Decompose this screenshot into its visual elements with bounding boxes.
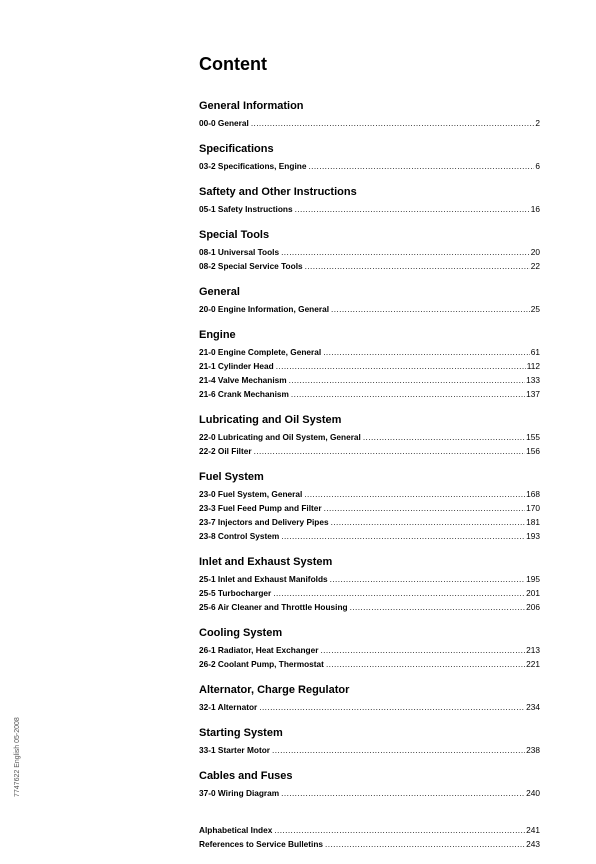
toc-entry-label: References to Service Bulletins bbox=[199, 839, 324, 849]
toc-entry[interactable] bbox=[199, 529, 540, 543]
toc-entry[interactable] bbox=[199, 259, 540, 273]
dot-leader bbox=[281, 786, 525, 800]
toc-entry[interactable] bbox=[199, 202, 540, 216]
toc-entry-page: 133 bbox=[526, 375, 540, 385]
toc-entry-label: 26-1 Radiator, Heat Exchanger bbox=[199, 645, 319, 655]
toc-entry[interactable] bbox=[199, 700, 540, 714]
section-title: Fuel System bbox=[199, 471, 264, 483]
toc-entry-page: 181 bbox=[526, 517, 540, 527]
toc-entry[interactable] bbox=[199, 657, 540, 671]
dot-leader bbox=[324, 501, 526, 515]
section-title: Saftety and Other Instructions bbox=[199, 186, 357, 198]
section-title: Special Tools bbox=[199, 229, 270, 241]
toc-entry-label: 21-4 Valve Mechanism bbox=[199, 375, 287, 385]
toc-entry-page: 221 bbox=[526, 659, 540, 669]
dot-leader bbox=[295, 202, 530, 216]
dot-leader bbox=[274, 823, 525, 837]
section-title: General bbox=[199, 286, 240, 298]
toc-entry-label: 23-8 Control System bbox=[199, 531, 280, 541]
toc-entry-label: 23-3 Fuel Feed Pump and Filter bbox=[199, 503, 322, 513]
toc-entry-label: 20-0 Engine Information, General bbox=[199, 304, 330, 314]
toc-entry-page: 6 bbox=[535, 161, 540, 171]
toc-entry-label: 21-0 Engine Complete, General bbox=[199, 347, 322, 357]
toc-entry-page: 16 bbox=[530, 204, 540, 214]
dot-leader bbox=[259, 700, 525, 714]
dot-leader bbox=[330, 572, 526, 586]
dot-leader bbox=[276, 359, 526, 373]
dot-leader bbox=[291, 387, 525, 401]
toc-entry[interactable] bbox=[199, 743, 540, 757]
toc-entry-page: 241 bbox=[526, 825, 540, 835]
toc-entry[interactable] bbox=[199, 345, 540, 359]
toc-entry[interactable] bbox=[199, 515, 540, 529]
toc-entry[interactable] bbox=[199, 444, 540, 458]
dot-leader bbox=[289, 373, 526, 387]
toc-section bbox=[199, 684, 540, 714]
toc-entry-label: 26-2 Coolant Pump, Thermostat bbox=[199, 659, 324, 669]
dot-leader bbox=[273, 586, 525, 600]
toc-entry-label: 21-1 Cylinder Head bbox=[199, 361, 274, 371]
dot-leader bbox=[272, 743, 525, 757]
dot-leader bbox=[281, 529, 525, 543]
dot-leader bbox=[363, 430, 525, 444]
toc-entry-label: 25-5 Turbocharger bbox=[199, 588, 272, 598]
toc-entry-label: 37-0 Wiring Diagram bbox=[199, 788, 280, 798]
toc-entry[interactable] bbox=[199, 159, 540, 173]
toc-entry[interactable] bbox=[199, 600, 540, 614]
dot-leader bbox=[304, 487, 525, 501]
toc-section bbox=[199, 286, 540, 316]
toc-entry-page: 25 bbox=[530, 304, 540, 314]
toc-entry[interactable] bbox=[199, 116, 540, 130]
toc-section bbox=[199, 229, 540, 273]
toc-entry-label: 08-1 Universal Tools bbox=[199, 247, 280, 257]
toc-entry-label: 03-2 Specifications, Engine bbox=[199, 161, 307, 171]
dot-leader bbox=[326, 657, 525, 671]
toc-section bbox=[199, 556, 540, 614]
table-of-contents bbox=[199, 100, 540, 864]
toc-entry[interactable] bbox=[199, 487, 540, 501]
document-code: 7747622 English 05-2008 bbox=[14, 717, 21, 797]
toc-entry-page: 22 bbox=[530, 261, 540, 271]
dot-leader bbox=[331, 515, 526, 529]
dot-leader bbox=[350, 600, 526, 614]
section-title: Engine bbox=[199, 329, 236, 341]
toc-entry-label: 23-0 Fuel System, General bbox=[199, 489, 303, 499]
dot-leader bbox=[305, 259, 530, 273]
dot-leader bbox=[251, 116, 535, 130]
dot-leader bbox=[325, 837, 525, 851]
toc-entry-page: 238 bbox=[526, 745, 540, 755]
dot-leader bbox=[308, 159, 534, 173]
toc-entry-page: 168 bbox=[526, 489, 540, 499]
toc-entry-page: 156 bbox=[526, 446, 540, 456]
toc-appendix bbox=[199, 823, 540, 851]
toc-entry-page: 195 bbox=[526, 574, 540, 584]
toc-entry-label: 23-7 Injectors and Delivery Pipes bbox=[199, 517, 329, 527]
dot-leader bbox=[281, 245, 530, 259]
toc-entry-label: 22-2 Oil Filter bbox=[199, 446, 252, 456]
toc-entry-page: 170 bbox=[526, 503, 540, 513]
toc-entry[interactable] bbox=[199, 501, 540, 515]
dot-leader bbox=[320, 643, 525, 657]
section-title: Cooling System bbox=[199, 627, 283, 639]
toc-entry[interactable] bbox=[199, 373, 540, 387]
toc-entry[interactable] bbox=[199, 643, 540, 657]
toc-entry-page: 240 bbox=[526, 788, 540, 798]
toc-entry-page: 243 bbox=[526, 839, 540, 849]
dot-leader bbox=[323, 345, 530, 359]
toc-entry-label: 25-1 Inlet and Exhaust Manifolds bbox=[199, 574, 328, 584]
toc-entry[interactable] bbox=[199, 786, 540, 800]
toc-entry-page: 155 bbox=[526, 432, 540, 442]
section-title: Alternator, Charge Regulator bbox=[199, 684, 350, 696]
dot-leader bbox=[254, 444, 526, 458]
toc-entry[interactable] bbox=[199, 387, 540, 401]
spacer bbox=[199, 813, 540, 823]
toc-entry-page: 206 bbox=[526, 602, 540, 612]
toc-entry-label: 21-6 Crank Mechanism bbox=[199, 389, 289, 399]
toc-entry-page: 213 bbox=[526, 645, 540, 655]
section-title: Cables and Fuses bbox=[199, 770, 293, 782]
toc-entry[interactable] bbox=[199, 823, 540, 837]
toc-entry-page: 112 bbox=[526, 361, 540, 371]
section-title: Inlet and Exhaust System bbox=[199, 556, 333, 568]
toc-entry[interactable] bbox=[199, 837, 540, 851]
toc-entry[interactable] bbox=[199, 430, 540, 444]
toc-section bbox=[199, 471, 540, 543]
toc-entry-page: 137 bbox=[526, 389, 540, 399]
toc-entry[interactable] bbox=[199, 359, 540, 373]
section-title: Starting System bbox=[199, 727, 283, 739]
toc-entry-label: 00-0 General bbox=[199, 118, 249, 128]
toc-entry[interactable] bbox=[199, 245, 540, 259]
dot-leader bbox=[331, 302, 530, 316]
toc-section bbox=[199, 727, 540, 757]
toc-entry-page: 193 bbox=[526, 531, 540, 541]
section-title: Lubricating and Oil System bbox=[199, 414, 342, 426]
toc-section bbox=[199, 100, 540, 130]
section-title: Specifications bbox=[199, 143, 274, 155]
toc-entry[interactable] bbox=[199, 586, 540, 600]
section-title: General Information bbox=[199, 100, 304, 112]
toc-section bbox=[199, 770, 540, 800]
page-title: Content bbox=[199, 54, 267, 74]
toc-entry-label: 32-1 Alternator bbox=[199, 702, 258, 712]
toc-entry-page: 20 bbox=[530, 247, 540, 257]
toc-entry[interactable] bbox=[199, 302, 540, 316]
toc-section bbox=[199, 186, 540, 216]
toc-entry-label: 25-6 Air Cleaner and Throttle Housing bbox=[199, 602, 348, 612]
toc-entry-label: Alphabetical Index bbox=[199, 825, 273, 835]
toc-entry-label: 08-2 Special Service Tools bbox=[199, 261, 303, 271]
toc-entry-page: 234 bbox=[526, 702, 540, 712]
toc-section bbox=[199, 414, 540, 458]
toc-section bbox=[199, 627, 540, 671]
toc-entry[interactable] bbox=[199, 572, 540, 586]
toc-section bbox=[199, 329, 540, 401]
toc-entry-page: 2 bbox=[535, 118, 540, 128]
toc-entry-label: 33-1 Starter Motor bbox=[199, 745, 271, 755]
toc-entry-page: 201 bbox=[526, 588, 540, 598]
toc-entry-label: 22-0 Lubricating and Oil System, General bbox=[199, 432, 361, 442]
toc-section bbox=[199, 143, 540, 173]
toc-entry-page: 61 bbox=[530, 347, 540, 357]
toc-entry-label: 05-1 Safety Instructions bbox=[199, 204, 293, 214]
